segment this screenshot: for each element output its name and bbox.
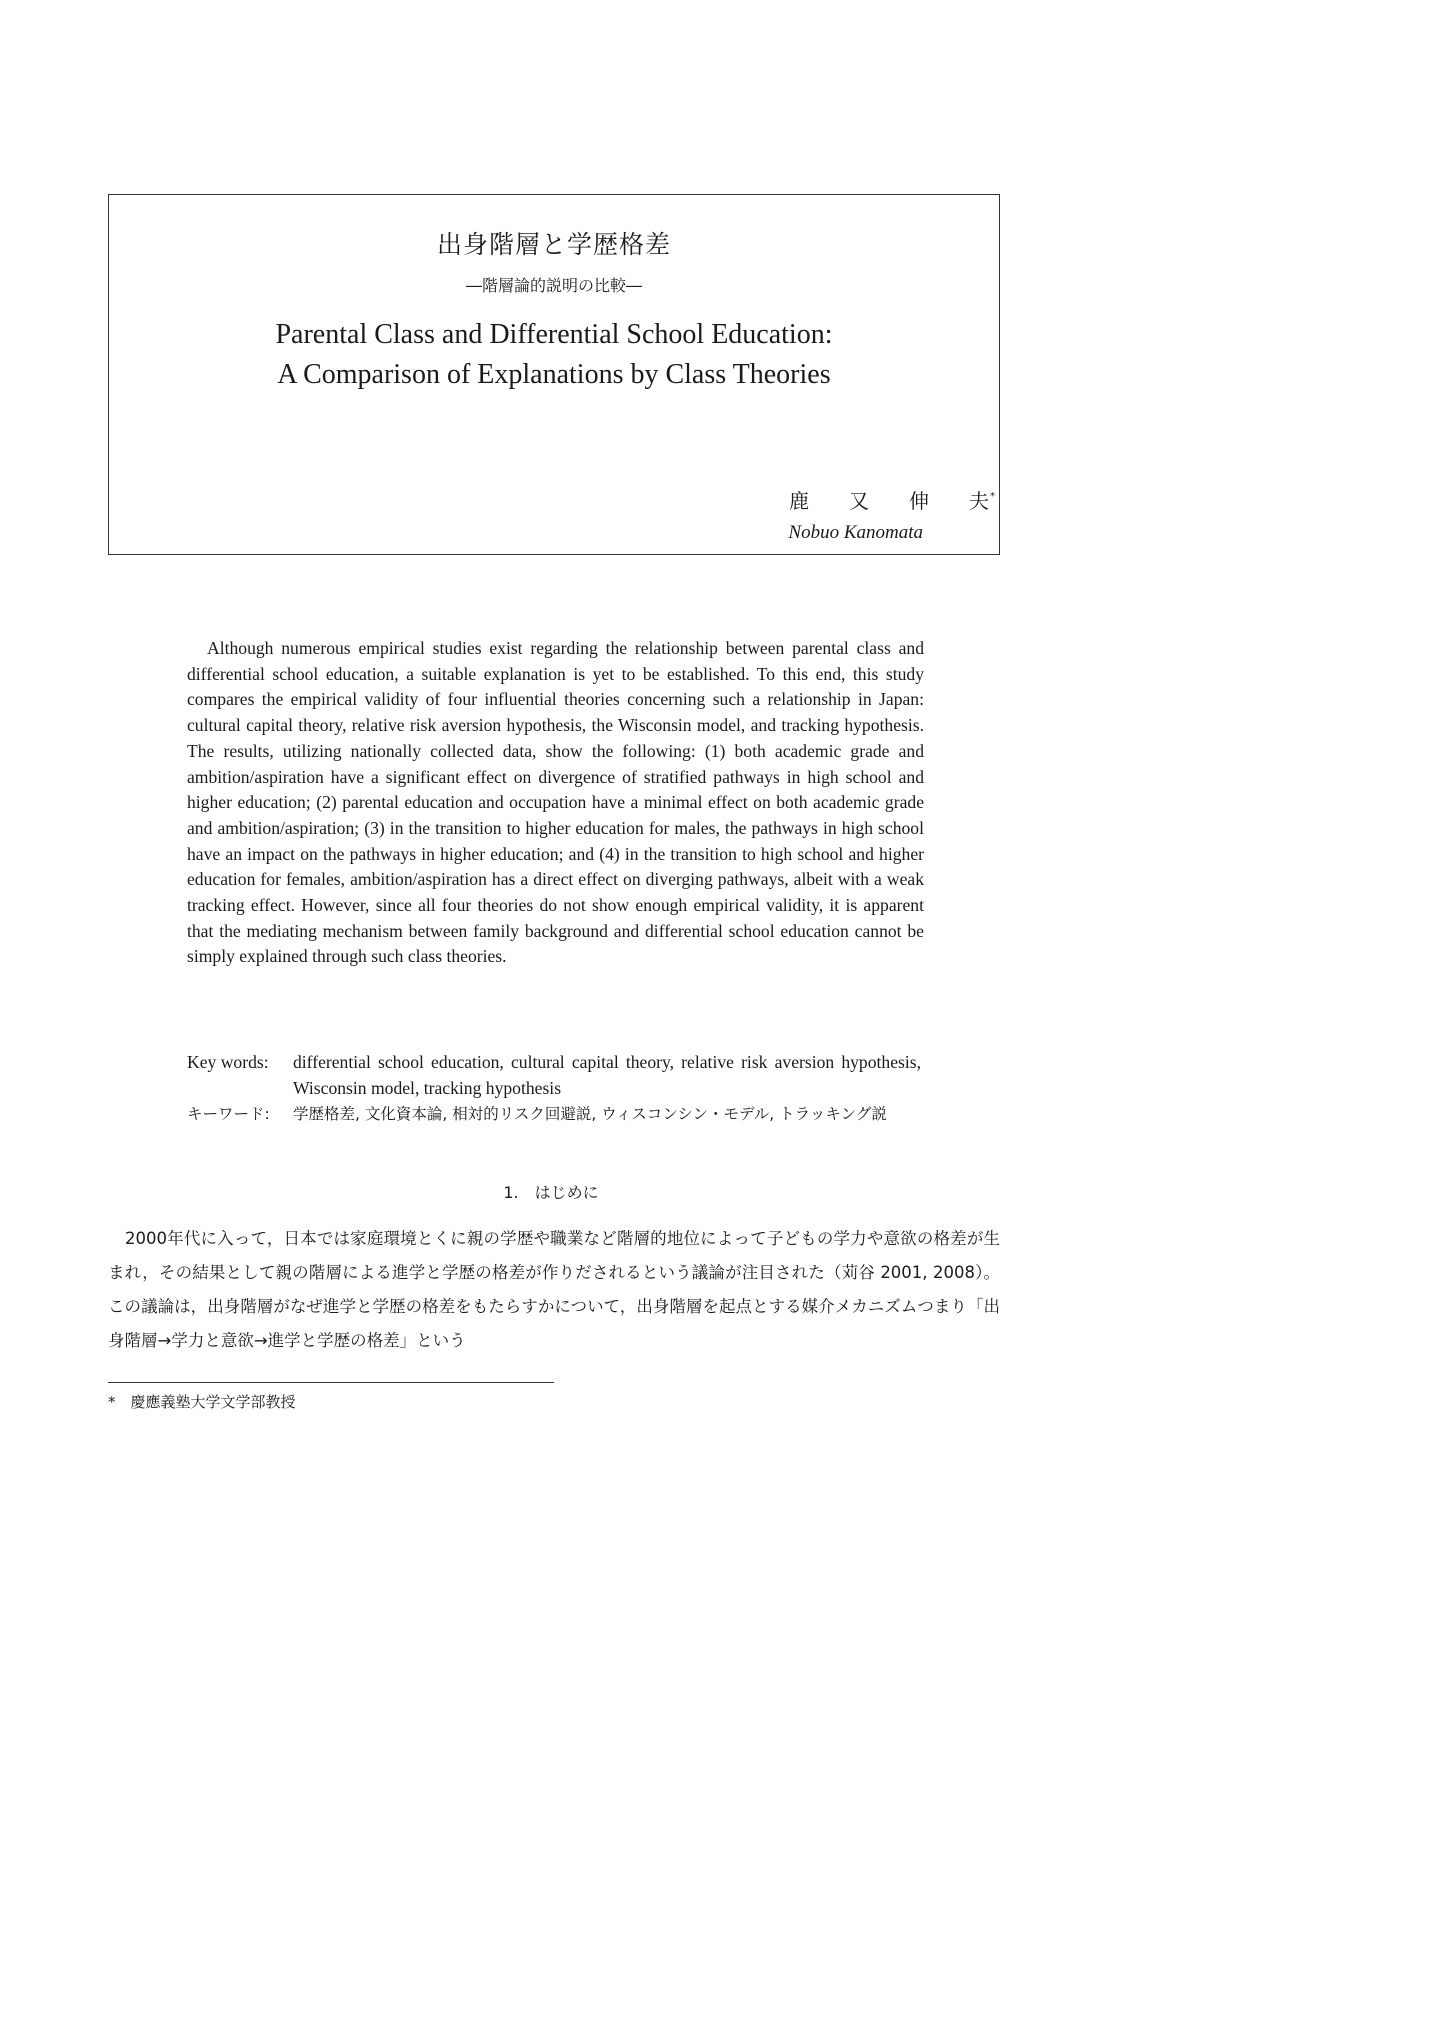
author-name-japanese	[789, 485, 1049, 514]
japanese-title: 出身階層と学歴格差	[436, 230, 671, 259]
japanese-subtitle: ―階層論的説明の比較―	[465, 276, 642, 295]
footnote: * 慶應義塾大学文学部教授	[108, 1393, 296, 1411]
author-name-jp-text: 鹿 又 伸 夫	[789, 489, 989, 513]
keywords-japanese-label: キーワード:	[187, 1105, 270, 1123]
keywords-english	[187, 1050, 924, 1101]
section-heading: 1. はじめに	[503, 1183, 599, 1202]
abstract: Although numerous empirical studies exist regarding the relationship between parental class and differential school education, a suitable explanation is yet to be established. To this end, this study compares the empirical validity of four influential theories concerning such a relationship in Japan: cultural capital theory, relative risk aversion hypothesis, the Wisconsin model, and tracking hypothesis. The results, utilizing nationally collected data, show the following: (1) both academic grade and ambition/aspiration have a significant effect on divergence of stratified pathways in high school and higher education; (2) parental education and occupation have a minimal effect on both academic grade and ambition/aspiration; (3) in the transition to higher education for males, the pathways in high school have an impact on the pathways in higher education; and (4) in the transition to high school and higher education for females, ambition/aspiration has a direct effect on diverging pathways, albeit with a weak tracking effect. However, since all four theories do not show enough empirical validity, it is apparent that the mediating mechanism between family background and differential school education cannot be simply explained through such class theories.	[187, 638, 924, 967]
author-name-english: Nobuo Kanomata	[788, 522, 923, 543]
title-box	[108, 194, 1000, 555]
keywords-japanese-text: 学歴格差, 文化資本論, 相対的リスク回避説, ウィスコンシン・モデル, トラッキング説	[293, 1105, 887, 1123]
english-title-line-2: A Comparison of Explanations by Class Theories	[277, 359, 831, 390]
body-paragraph: 2000年代に入って，日本では家庭環境とくに親の学歴や職業など階層的地位によって子どもの学力や意欲の格差が生まれ，その結果として親の階層による進学と学歴の格差が作りだされるという議論が注目された（苅谷 2001, 2008）。この議論は，出身階層がなぜ進学と学歴の格差をもたらすかについて，出身階層を起点とする媒介メカニズムつまり「出身階層→学力と意欲→進学と学歴の格差」という	[108, 1229, 1000, 1350]
keywords-english-label: Key words:	[187, 1052, 269, 1072]
english-title-line-1: Parental Class and Differential School Education:	[275, 319, 833, 350]
keywords-japanese	[187, 1102, 924, 1128]
keywords-english-text: differential school education, cultural capital theory, relative risk aversion hypothesis, Wisconsin model, tracking hypothesis	[293, 1052, 921, 1098]
author-footnote-mark: *	[990, 491, 995, 502]
english-title	[109, 315, 999, 395]
footnote-divider	[108, 1382, 554, 1383]
